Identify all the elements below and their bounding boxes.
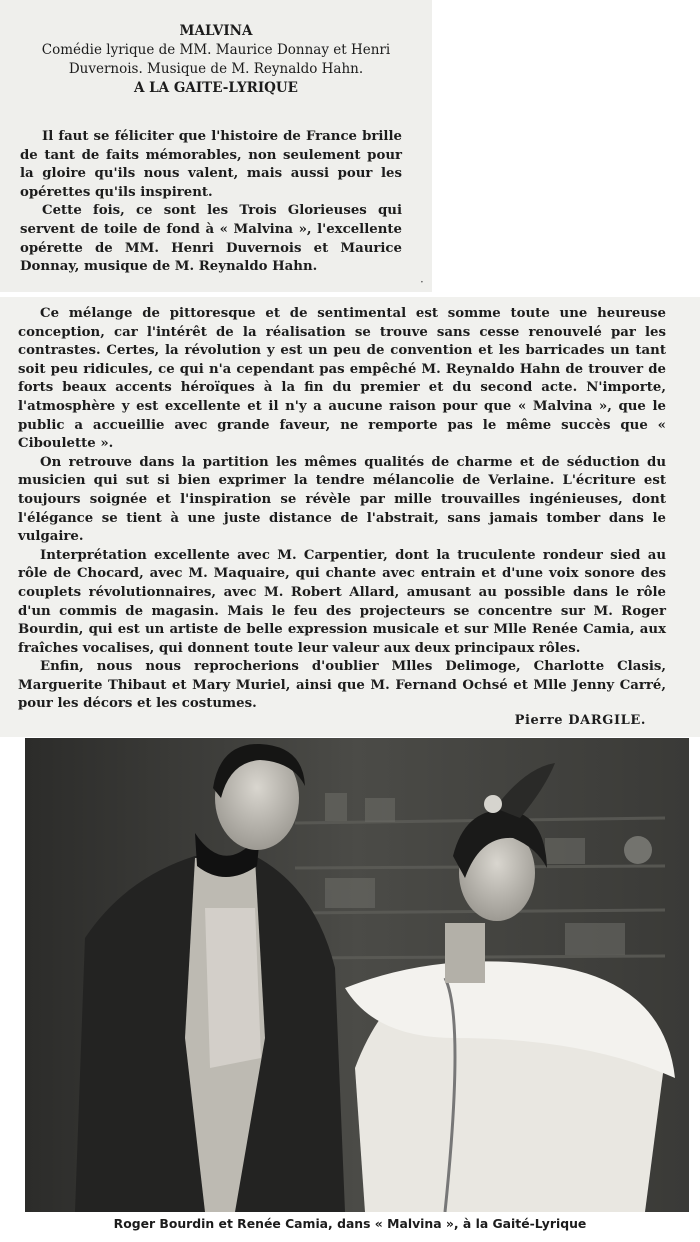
intro-paragraph-2: Cette fois, ce sont les Trois Glorieuses qui servent de toile de fond à « Malvina », l'excellente opérette de MM. Henri Duvernois et Maurice Donnay, musique de M. Reynaldo Hahn. [20,203,402,275]
review-subtitle: Comédie lyrique de MM. Maurice Donnay et Henri Duvernois. Musique de M. Reynaldo Hahn. [41,42,391,77]
photo-illustration [25,738,689,1212]
review-title: MALVINA [179,23,253,39]
print-mark: · [420,275,424,289]
body-paragraph-2: On retrouve dans la partition les mêmes qualités de charme et de séduction du musicien qui sut si bien exprimer la tendre mélancolie de Verlaine. L'écriture est toujours soignée et l'inspiration se révèle par mille trouvailles ingénieuses, dont l'élégance se tient à une juste distance de l'abstrait, sans jamais tomber dans le vulgaire. [18,454,666,545]
body-paragraph-4: Enfin, nous nous reprocherions d'oublier Mlles Delimoge, Charlotte Clasis, Marguerite Thibaut et Mary Muriel, ainsi que M. Fernand Ochsé et Mlle Jenny Carré, pour les décors et les costumes. [18,659,666,712]
review-header-clipping [0,0,432,292]
stage-photograph [25,738,689,1212]
review-intro-column [20,128,402,277]
body-paragraph-1: Ce mélange de pittoresque et de sentimental est somme toute une heureuse conception, car l'intérêt de la réalisation se trouve sans cesse renouvelé par les contrastes. Certes, la révolution y est un peu de convention et les barricades un tant soit peu ridicules, ce qui n'a cependant pas empêché M. Reynaldo Hahn de trouver de forts beaux accents héroïques à la fin du premier et du second acte. N'importe, l'atmosphère y est excellente et il n'y a aucune raison pour que « Malvina », que le public a accueillie avec grande faveur, ne remporte pas le même succès que « Ciboulette ». [18,306,666,452]
photo-caption: Roger Bourdin et Renée Camia, dans « Malvina », à la Gaité-Lyrique [113,1216,587,1231]
intro-paragraph-1: Il faut se féliciter que l'histoire de France brille de tant de faits mémorables, non seulement pour la gloire qu'ils nous valent, mais aussi pour les opérettes qu'ils inspirent. [20,129,402,200]
review-venue: A LA GAITE-LYRIQUE [134,80,298,96]
review-body-clipping [0,297,700,737]
body-paragraph-3: Interprétation excellente avec M. Carpentier, dont la truculente rondeur sied au rôle de Chocard, avec M. Maquaire, qui chante avec entrain et d'une voix sonore des couplets révolutionnaires, avec M. Robert Allard, amusant au possible dans le rôle d'un commis de magasin. Mais le feu des projecteurs se concentre sur M. Roger Bourdin, qui est un artiste de belle expression musicale et sur Mlle Renée Camia, aux fraîches vocalises, qui donnent toute leur valeur aux deux principaux rôles. [18,547,666,656]
review-body-text [18,305,666,714]
author-signature: Pierre DARGILE. [514,713,646,728]
